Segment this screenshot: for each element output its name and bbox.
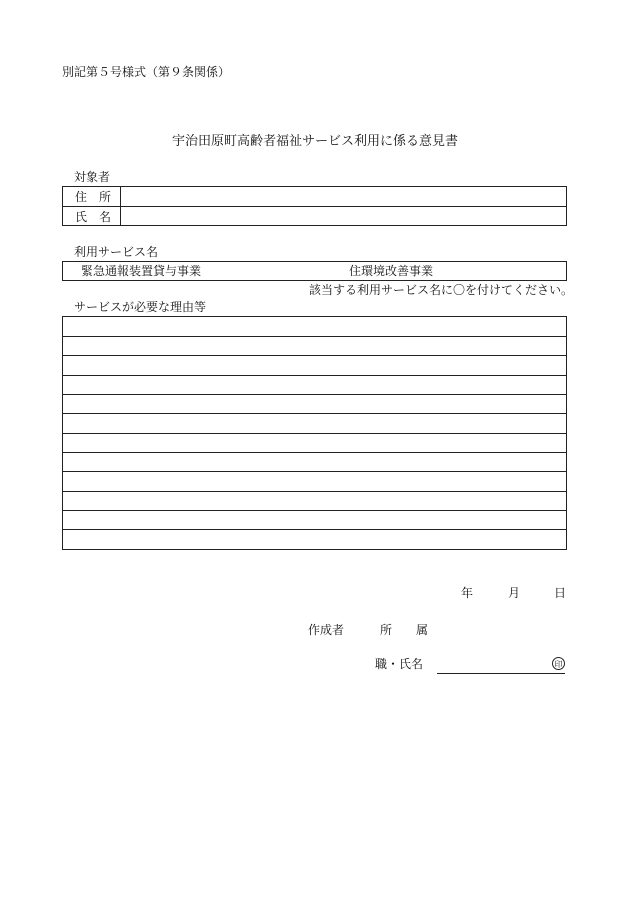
name-label: 氏 名	[75, 210, 112, 224]
reason-line	[63, 452, 566, 453]
reason-line	[63, 491, 566, 492]
service-option-emergency-alarm[interactable]: 緊急通報装置貸与事業	[81, 264, 202, 278]
reason-line	[63, 433, 566, 434]
reason-line	[63, 355, 566, 356]
reason-line	[63, 510, 566, 511]
affiliation-label: 所 属	[380, 623, 429, 637]
reason-line	[63, 375, 566, 376]
subject-table-row-divider	[63, 206, 566, 207]
seal-icon: 印	[552, 657, 565, 670]
reason-line	[63, 413, 566, 414]
signature-line[interactable]	[437, 673, 565, 674]
reason-line	[63, 336, 566, 337]
service-table	[62, 261, 567, 281]
page-title: 宇治田原町高齢者福祉サービス利用に係る意見書	[171, 134, 458, 149]
reason-line	[63, 529, 566, 530]
service-note: 該当する利用サービス名に〇を付けてください。	[309, 283, 574, 297]
service-heading: 利用サービス名	[74, 245, 159, 259]
service-option-home-improvement[interactable]: 住環境改善事業	[349, 264, 434, 278]
address-label: 住 所	[75, 190, 112, 204]
author-name-label: 職・氏名	[375, 657, 424, 671]
date-month: 月	[508, 586, 521, 600]
reason-line	[63, 471, 566, 472]
date-day: 日	[554, 586, 567, 600]
subject-heading: 対象者	[74, 170, 111, 184]
subject-table	[62, 186, 567, 226]
reason-table[interactable]	[62, 316, 567, 550]
reason-line	[63, 394, 566, 395]
form-number: 別記第５号様式（第９条関係）	[62, 65, 231, 79]
author-label: 作成者	[308, 623, 345, 637]
reason-heading: サービスが必要な理由等	[74, 300, 207, 314]
date-year: 年	[461, 586, 474, 600]
